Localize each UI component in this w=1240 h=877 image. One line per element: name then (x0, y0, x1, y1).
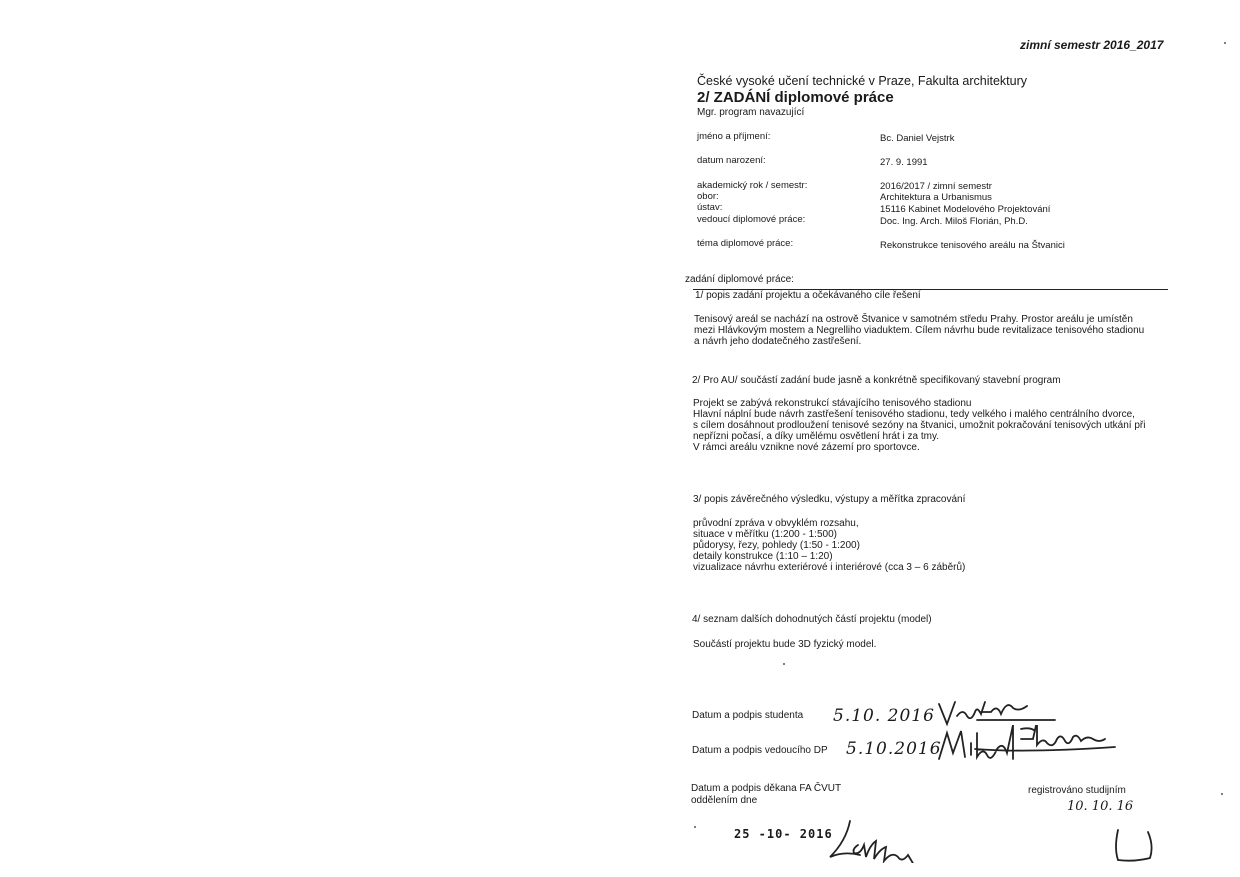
section-1-line: mezi Hlávkovým mostem a Negrelliho viaduktem. Cílem návrhu bude revitalizace tenisového stadionu (694, 325, 1145, 336)
section-2-text (693, 398, 1145, 453)
section-2-line: Projekt se zabývá rekonstrukcí stávajícího tenisového stadionu (693, 398, 972, 409)
field-value: Architektura a Urbanismus (880, 192, 992, 203)
supervisor-label: vedoucí diplomové práce: (697, 214, 806, 225)
section-3-text (693, 518, 965, 573)
scan-speck (1221, 793, 1223, 795)
section-2-line: Hlavní náplní bude návrh zastřešení tenisového stadionu, tedy velkého i malého centrálního dvorce, (693, 409, 1135, 420)
section-2-line: nepřízni počasí, a díky umělému osvětlení hrát i za tmy. (693, 431, 940, 442)
scan-speck (1224, 42, 1226, 44)
institute-value: 15116 Kabinet Modelového Projektování (880, 204, 1051, 215)
supervisor-value: Doc. Ing. Arch. Miloš Florián, Ph.D. (880, 216, 1028, 227)
section-4-title: 4/ seznam dalších dohodnutých částí projektu (model) (692, 614, 932, 625)
dean-signature-date: 25 -10- 2016 (734, 827, 833, 841)
section-2-line: V rámci areálu vznikne nové zázemí pro sportovce. (693, 442, 920, 453)
document-title: 2/ ZADÁNÍ diplomové práce (697, 89, 894, 106)
section-3-line: detaily konstrukce (1:10 – 1:20) (693, 551, 833, 562)
scan-speck (694, 826, 696, 828)
supervisor-signature-label: Datum a podpis vedoucího DP (692, 745, 828, 756)
semester-note: zimní semestr 2016_2017 (1020, 38, 1164, 52)
topic-label: téma diplomové práce: (697, 238, 794, 249)
year-value: 2016/2017 / zimní semestr (880, 181, 992, 192)
section-2-line: s cílem dosáhnout prodloužení tenisové sezóny na štvanici, umožnit pokračování tenisových utkání při (693, 420, 1146, 431)
supervisor-signature-date: 5.10.2016 (846, 739, 942, 759)
section-3-line: situace v měřítku (1:200 - 1:500) (693, 529, 837, 540)
section-1-line: Tenisový areál se nachází na ostrově Štvanice v samotném středu Prahy. Prostor areálu je umístěn (694, 314, 1133, 325)
program-name: Mgr. program navazující (697, 107, 805, 118)
student-signature-date: 5.10. 2016 (833, 706, 935, 726)
registration-initials-mark (1110, 826, 1160, 866)
section-1-title: 1/ popis zadání projektu a očekávaného cíle řešení (695, 290, 921, 301)
section-1-line: a návrh jeho dodatečného zastřešení. (694, 336, 862, 347)
dean-signature-mark (820, 815, 945, 863)
section-3-title: 3/ popis závěrečného výsledku, výstupy a měřítka zpracování (693, 494, 966, 505)
supervisor-signature-mark (935, 725, 1140, 767)
year-label: akademický rok / semestr: (697, 180, 808, 191)
section-3-line: průvodní zpráva v obvyklém rozsahu, (693, 518, 859, 529)
section-4-text: Součástí projektu bude 3D fyzický model. (693, 639, 877, 650)
section-3-line: vizualizace návrhu exteriérové i interiérové (cca 3 – 6 záběrů) (693, 562, 966, 573)
assignment-heading: zadání diplomové práce: (685, 274, 794, 285)
institute-label: ústav: (697, 202, 723, 213)
birth-value: 27. 9. 1991 (880, 157, 928, 168)
dean-signature-label: Datum a podpis děkana FA ČVUT (691, 783, 842, 794)
topic-value: Rekonstrukce tenisového areálu na Štvanici (880, 240, 1065, 251)
section-1-text (694, 314, 1144, 347)
birth-label: datum narození: (697, 155, 766, 166)
registration-date: 10. 10. 16 (1067, 799, 1134, 814)
scan-speck (783, 663, 785, 665)
dean-registration-label: oddělením dne (691, 795, 758, 806)
name-label: jméno a příjmení: (697, 131, 771, 142)
name-value: Bc. Daniel Vejstrk (880, 133, 955, 144)
section-2-title: 2/ Pro AU/ součástí zadání bude jasně a konkrétně specifikovaný stavební program (692, 375, 1061, 386)
school-name: České vysoké učení technické v Praze, Fakulta architektury (697, 74, 1028, 88)
student-signature-label: Datum a podpis studenta (692, 710, 804, 721)
registration-label: registrováno studijním (1028, 785, 1126, 796)
section-3-line: půdorysy, řezy, pohledy (1:50 - 1:200) (693, 540, 860, 551)
field-label: obor: (697, 191, 719, 202)
